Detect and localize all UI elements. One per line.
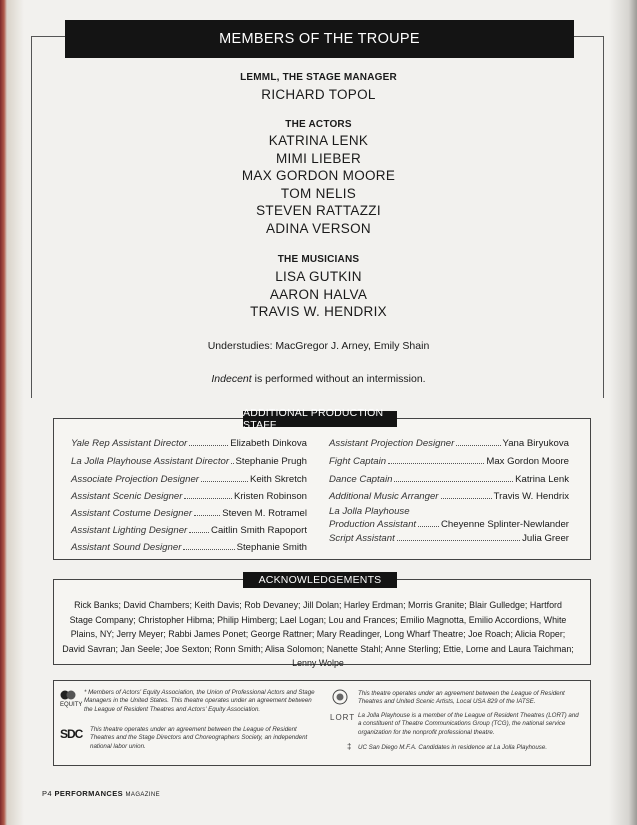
staff-role: Assistant Sound Designer xyxy=(71,542,182,553)
intermission-text: is performed without an intermission. xyxy=(251,373,426,385)
staff-role: Assistant Scenic Designer xyxy=(71,491,183,502)
staff-name: Travis W. Hendrix xyxy=(493,491,569,502)
actor-name: ADINA VERSON xyxy=(266,220,371,236)
page-title: MEMBERS OF THE TROUPE xyxy=(65,20,574,58)
page-folio xyxy=(42,789,160,798)
show-title: Indecent xyxy=(211,373,252,385)
staff-name: Caitlin Smith Rapoport xyxy=(211,525,307,536)
actor-name: MIMI LIEBER xyxy=(275,150,362,166)
staff-row xyxy=(71,542,307,553)
musician-name: AARON HALVA xyxy=(269,286,368,302)
lort-note: La Jolla Playhouse is a member of the League of Resident Theatres (LORT) and a constituent of Theatre Communications Group (TCG), the national service organization for the nonprofit professional theatre. xyxy=(358,712,579,736)
staff-role: Yale Rep Assistant Director xyxy=(71,438,188,449)
magazine-name: PERFORMANCES xyxy=(54,789,124,798)
staff-role: La Jolla Playhouse Assistant Director xyxy=(71,456,230,467)
staff-name: Katrina Lenk xyxy=(515,474,569,485)
iatse-note: This theatre operates under an agreement between the League of Resident Theatres and United Scenic Artists, Local USA 829 of the IATSE. xyxy=(358,690,565,706)
actors-list xyxy=(0,132,637,238)
staff-row xyxy=(71,525,307,536)
staff-row xyxy=(71,474,307,485)
magazine-label: MAGAZINE xyxy=(125,792,161,798)
stage-manager-role: LEMML, THE STAGE MANAGER xyxy=(240,72,397,83)
actor-name: TOM NELIS xyxy=(280,185,357,201)
intermission-note xyxy=(0,373,637,385)
staff-row xyxy=(329,474,569,485)
dagger-mark: ‡ xyxy=(347,742,352,751)
staff-heading: ADDITIONAL PRODUCTION STAFF xyxy=(243,411,397,427)
staff-row xyxy=(71,456,307,467)
staff-role: Assistant Lighting Designer xyxy=(71,525,188,536)
staff-name: Cheyenne Splinter-Newlander xyxy=(441,519,569,530)
staff-role: Assistant Costume Designer xyxy=(71,508,193,519)
musicians-list xyxy=(0,268,637,321)
staff-role: Fight Captain xyxy=(329,456,387,467)
page-number: P4 xyxy=(42,789,52,798)
stage-manager-name: RICHARD TOPOL xyxy=(261,87,376,102)
staff-row xyxy=(329,456,569,467)
staff-name: Elizabeth Dinkova xyxy=(230,438,307,449)
masks-icon xyxy=(60,690,76,700)
equity-logo: EQUITY xyxy=(60,690,82,708)
actor-name: STEVEN RATTAZZI xyxy=(256,203,381,219)
staff-name: Yana Biryukova xyxy=(502,438,569,449)
staff-row xyxy=(329,491,569,502)
staff-row xyxy=(71,491,307,502)
staff-name: Stephanie Smith xyxy=(236,542,307,553)
staff-role: Additional Music Arranger xyxy=(329,491,439,502)
staff-name: Steven M. Rotramel xyxy=(222,508,307,519)
iatse-logo xyxy=(330,689,350,710)
staff-name: Julia Greer xyxy=(522,533,569,544)
sdc-note: This theatre operates under an agreement between the League of Resident Theatres and the Stage Directors and Choreographers Society, an independent national labor union. xyxy=(90,726,308,750)
ack-text: Rick Banks; David Chambers; Keith Davis; Rob Devaney; Jill Dolan; Harley Erdman; Morris Granite; Blair Gulledge; Hartford Stage Company; Christopher Hibma; Philip Himberg; Lael Logan; Lou and Frances; Emilio Magnotta, Emilio Accordions, White Plains, NY; Jerry Meyer; Rabbi James Ponet; George Rattner; Mary Readinger, Long Wharf Theatre; Joe Roach; Alicia Roper; David Savran; Jan Seele; Joe Sexton; Ronn Smith; Alisa Solomon; Nanette Stahl; Anne Sterling; Ettie, Lorne and Laura Taichman; Lenny Wolpe xyxy=(62,600,574,668)
staff-row xyxy=(71,438,307,449)
staff-row xyxy=(329,533,569,544)
staff-role: La Jolla Playhouse xyxy=(329,506,410,517)
musician-name: TRAVIS W. HENDRIX xyxy=(250,304,387,320)
staff-name: Max Gordon Moore xyxy=(486,456,569,467)
equity-note: * Members of Actors' Equity Association, the Union of Professional Actors and Stage Managers in the United States. This theatre operates under an agreement between the League of Resident Theatres and Actors' Equity Association. xyxy=(84,689,315,713)
actor-name: KATRINA LENK xyxy=(268,133,369,148)
staff-row xyxy=(329,438,569,449)
lort-logo: LORT xyxy=(330,713,356,722)
ack-heading: ACKNOWLEDGEMENTS xyxy=(243,572,397,588)
staff-role: Script Assistant xyxy=(329,533,395,544)
staff-row xyxy=(329,519,569,530)
staff-role: Associate Projection Designer xyxy=(71,474,199,485)
staff-role: Dance Captain xyxy=(329,474,393,485)
iatse-seal-icon xyxy=(330,689,350,705)
ucsd-note: UC San Diego M.F.A. Candidates in residence at La Jolla Playhouse. xyxy=(358,744,548,751)
actor-name: MAX GORDON MOORE xyxy=(241,168,396,184)
staff-name: Keith Skretch xyxy=(249,474,307,485)
staff-name: Kristen Robinson xyxy=(233,491,307,502)
staff-role: Assistant Projection Designer xyxy=(329,438,455,449)
staff-role: Production Assistant xyxy=(329,519,417,530)
musician-name: LISA GUTKIN xyxy=(275,269,362,284)
staff-role-line xyxy=(329,506,569,517)
understudies: Understudies: MacGregor J. Arney, Emily Shain xyxy=(207,340,430,352)
sdc-logo: SDC xyxy=(60,727,83,741)
actors-heading: THE ACTORS xyxy=(285,119,352,130)
staff-name: Stephanie Prugh xyxy=(235,456,307,467)
staff-row xyxy=(71,508,307,519)
musicians-heading: THE MUSICIANS xyxy=(277,254,360,265)
